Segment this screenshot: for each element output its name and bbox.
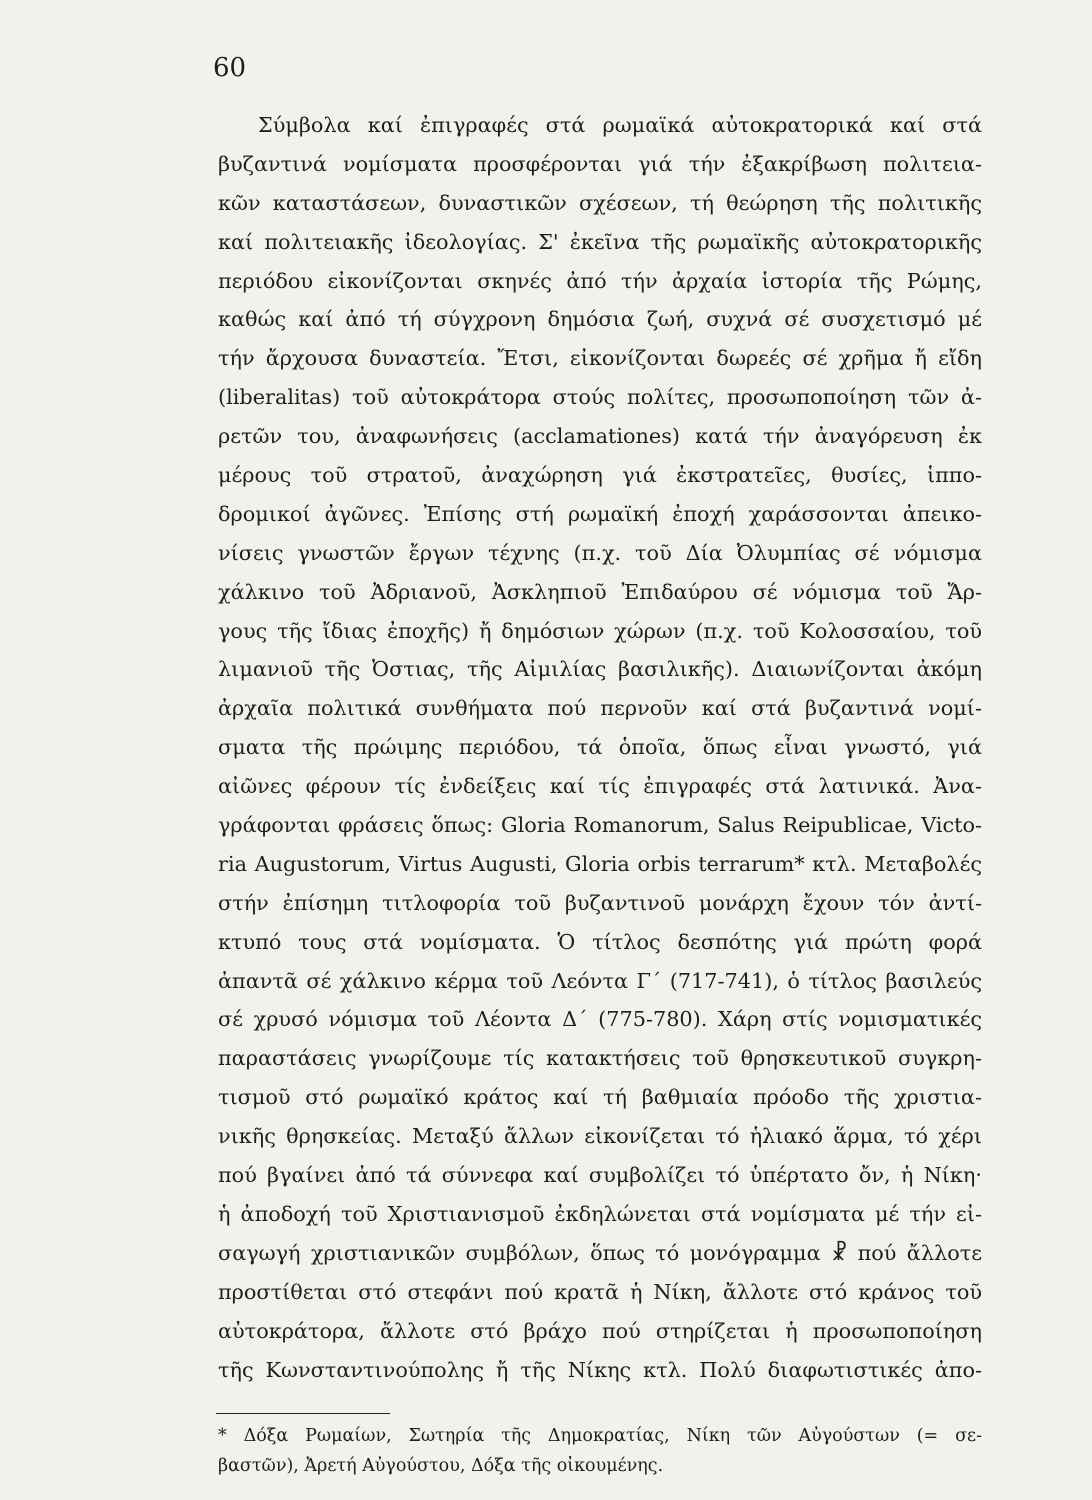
body-line: σαγωγή χριστιανικῶν συμβόλων, ὅπως τό μονόγραμμα ☧ πού ἄλλοτε [218, 1240, 982, 1265]
body-line: κτυπό τους στά νομίσματα. Ὁ τίτλος δεσπότης γιά πρώτη φορά [218, 929, 982, 954]
body-line: βυζαντινά νομίσματα προσφέρονται γιά τήν ἐξακρίβωση πολιτεια- [218, 151, 982, 176]
body-line: (liberalitas) τοῦ αὐτοκράτορα στούς πολίτες, προσωποποίηση τῶν ἀ- [218, 385, 982, 410]
body-line: σματα τῆς πρώιμης περιόδου, τά ὁποῖα, ὅπως εἶναι γνωστό, γιά [218, 735, 982, 760]
body-line: προστίθεται στό στεφάνι πού κρατᾶ ἡ Νίκη, ἄλλοτε στό κράνος τοῦ [218, 1279, 982, 1304]
body-line: χάλκινο τοῦ Ἀδριανοῦ, Ἀσκληπιοῦ Ἐπιδαύρου σέ νόμισμα τοῦ Ἄρ- [218, 579, 982, 604]
body-line: πού βγαίνει ἀπό τά σύννεφα καί συμβολίζει τό ὑπέρτατο ὄν, ἡ Νίκη· [218, 1163, 982, 1188]
body-line: νικῆς θρησκείας. Μεταξύ ἄλλων εἰκονίζεται τό ἡλιακό ἅρμα, τό χέρι [218, 1124, 982, 1149]
body-line: γράφονται φράσεις ὅπως: Gloria Romanorum, Salus Reipublicae, Victo- [218, 813, 982, 838]
body-line: δρομικοί ἀγῶνες. Ἐπίσης στή ρωμαϊκή ἐποχή χαράσσονται ἀπεικο- [218, 501, 982, 526]
body-line: αἰῶνες φέρουν τίς ἐνδείξεις καί τίς ἐπιγραφές στά λατινικά. Ἀνα- [218, 774, 982, 799]
body-line: κῶν καταστάσεων, δυναστικῶν σχέσεων, τή θεώρηση τῆς πολιτικῆς [218, 190, 982, 215]
body-line: ἀρχαῖα πολιτικά συνθήματα πού περνοῦν καί στά βυζαντινά νομί- [218, 696, 982, 721]
body-line: νίσεις γνωστῶν ἔργων τέχνης (π.χ. τοῦ Δία Ὀλυμπίας σέ νόμισμα [218, 540, 982, 565]
body-line: αὐτοκράτορα, ἄλλοτε στό βράχο πού στηρίζεται ἡ προσωποποίηση [218, 1318, 982, 1343]
footnote-line: βαστῶν), Ἀρετή Αὐγούστου, Δόξα τῆς οἰκουμένης. [218, 1456, 664, 1476]
body-line: τῆς Κωνσταντινούπολης ἤ τῆς Νίκης κτλ. Πολύ διαφωτιστικές ἀπο- [218, 1357, 982, 1382]
body-line: καί πολιτειακῆς ἰδεολογίας. Σ' ἐκεῖνα τῆς ρωμαϊκῆς αὐτοκρατορικῆς [218, 229, 982, 254]
body-line: μέρους τοῦ στρατοῦ, ἀναχώρηση γιά ἐκστρατεῖες, θυσίες, ἱππο- [218, 463, 982, 488]
page-number: 60 [213, 53, 247, 83]
body-line: Σύμβολα καί ἐπιγραφές στά ρωμαϊκά αὐτοκρατορικά καί στά [258, 113, 982, 137]
body-line: τήν ἄρχουσα δυναστεία. Ἔτσι, εἰκονίζονται δωρεές σέ χρῆμα ἤ εἴδη [218, 346, 982, 371]
body-line: λιμανιοῦ τῆς Ὀστιας, τῆς Αἰμιλίας βασιλικῆς). Διαιωνίζονται ἀκόμη [218, 657, 982, 682]
body-line: σέ χρυσό νόμισμα τοῦ Λέοντα Δ΄ (775-780). Χάρη στίς νομισματικές [218, 1007, 982, 1032]
body-line: γους τῆς ἴδιας ἐποχῆς) ἤ δημόσιων χώρων (π.χ. τοῦ Κολοσσαίου, τοῦ [218, 618, 982, 643]
body-line: ρετῶν του, ἀναφωνήσεις (acclamationes) κατά τήν ἀναγόρευση ἐκ [218, 424, 982, 449]
body-line: καθώς καί ἀπό τή σύγχρονη δημόσια ζωή, συχνά σέ συσχετισμό μέ [218, 307, 982, 332]
body-line: περιόδου εἰκονίζονται σκηνές ἀπό τήν ἀρχαία ἱστορία τῆς Ρώμης, [218, 268, 982, 293]
footnote [218, 1421, 982, 1481]
body-line: ria Augustorum, Virtus Augusti, Gloria orbis terrarum* κτλ. Μεταβολές [218, 851, 982, 876]
body-line: παραστάσεις γνωρίζουμε τίς κατακτήσεις τοῦ θρησκευτικοῦ συγκρη- [218, 1046, 982, 1071]
body-text [218, 106, 982, 1389]
body-line: ἡ ἀποδοχή τοῦ Χριστιανισμοῦ ἐκδηλώνεται στά νομίσματα μέ τήν εἰ- [218, 1201, 982, 1226]
footnote-line: * Δόξα Ρωμαίων, Σωτηρία τῆς Δημοκρατίας, Νίκη τῶν Αὐγούστων (= σε- [218, 1426, 982, 1446]
body-line: ἀπαντᾶ σέ χάλκινο κέρμα τοῦ Λεόντα Γ΄ (717-741), ὁ τίτλος βασιλεύς [218, 968, 982, 993]
body-line: στήν ἐπίσημη τιτλοφορία τοῦ βυζαντινοῦ μονάρχη ἔχουν τόν ἀντί- [218, 890, 982, 915]
body-line: τισμοῦ στό ρωμαϊκό κράτος καί τή βαθμιαία πρόοδο τῆς χριστια- [218, 1085, 982, 1110]
footnote-divider [216, 1413, 390, 1414]
